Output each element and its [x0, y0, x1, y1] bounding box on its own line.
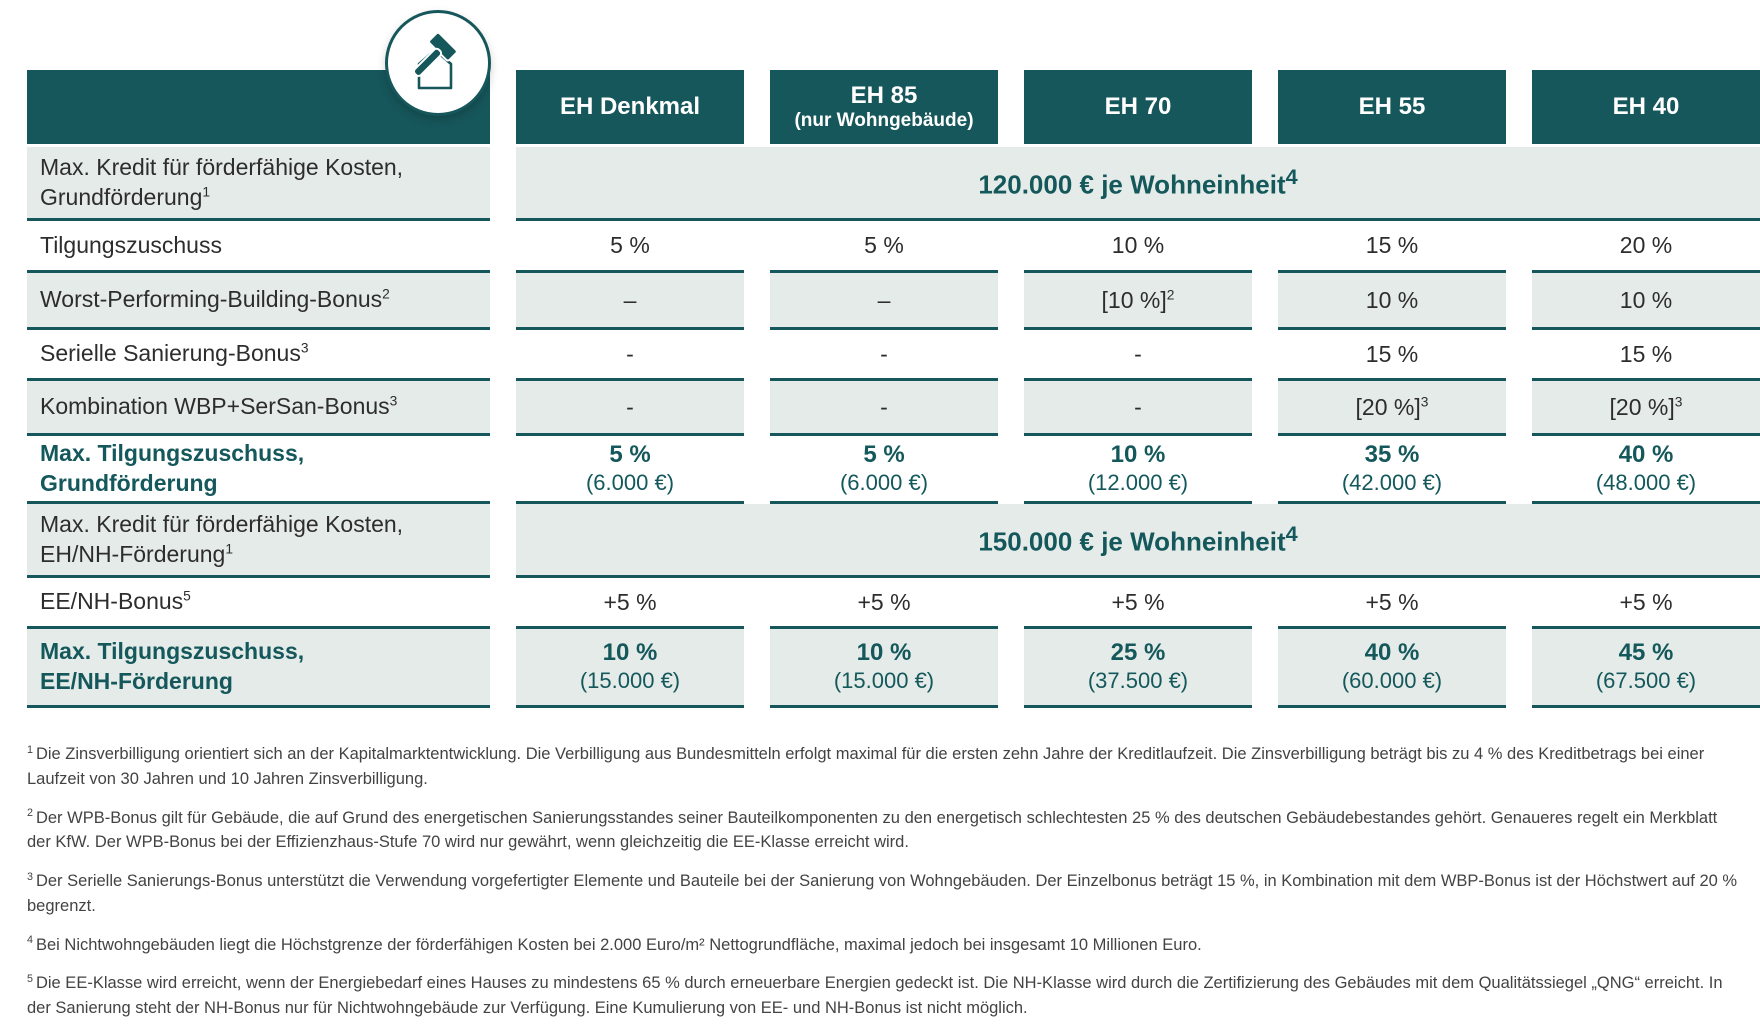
- value-cell: 35 % (42.000 €): [1278, 436, 1506, 504]
- value-cell: 25 % (37.500 €): [1024, 629, 1252, 708]
- table-row: [27, 221, 1760, 273]
- row-label: Max. Tilgungszuschuss, EE/NH-Förderung: [27, 629, 490, 708]
- table-row: [27, 381, 1760, 436]
- value-cell: -: [770, 330, 998, 381]
- footnote-5: $^5$ Die EE-Klasse wird erreicht, wenn der Energiebedarf eines Hauses zu mindestens 65 % durch erneuerbare Energien gedeckt ist. Die NH-Klasse wird durch die Zertifizierung des Gebäudes mit dem Qualitätssiegel „QNG“ erreicht. In der Sanierung steht der NH-Bonus nur für Nichtwohngebäude zur Verfügung. Eine Kumulierung von EE- und NH-Bonus ist nicht möglich.: [27, 972, 1723, 1017]
- value-cell: 40 % (60.000 €): [1278, 629, 1506, 708]
- value-cell: 10 %: [1024, 221, 1252, 273]
- table-row: [27, 504, 1760, 578]
- value-cell: 5 %: [516, 221, 744, 273]
- value-cell: +5 %: [1278, 578, 1506, 629]
- column-header-eh-70: EH 70: [1024, 70, 1252, 144]
- column-header-eh-85: EH 85 (nur Wohngebäude): [770, 70, 998, 144]
- value-cell: +5 %: [1532, 578, 1760, 629]
- value-cell: -: [516, 330, 744, 381]
- value-cell: -: [770, 381, 998, 436]
- value-cell: –: [516, 273, 744, 330]
- value-cell: 5 % (6.000 €): [516, 436, 744, 504]
- footnote-4: $^4$ Bei Nichtwohngebäuden liegt die Höchstgrenze der förderfähigen Kosten bei 2.000 Euro/m² Nettogrundfläche, maximal jedoch bei insgesamt 10 Millionen Euro.: [27, 934, 1202, 954]
- table-header-row: [27, 70, 1760, 144]
- value-cell: 10 %: [1532, 273, 1760, 330]
- value-cell: +5 %: [516, 578, 744, 629]
- value-cell: [20 %]$^3$: [1278, 381, 1506, 436]
- value-cell: 45 % (67.500 €): [1532, 629, 1760, 708]
- table-row: [27, 147, 1760, 221]
- value-cell: -: [516, 381, 744, 436]
- row-label: Worst-Performing-Building-Bonus$^2$: [27, 273, 490, 330]
- value-cell: +5 %: [770, 578, 998, 629]
- row-label: Max. Tilgungszuschuss, Grundförderung: [27, 436, 490, 504]
- funding-table: [27, 70, 1760, 708]
- row-label: Max. Kredit für förderfähige Kosten, Grundförderung$^1$: [27, 147, 490, 221]
- value-cell: -: [1024, 330, 1252, 381]
- table-row: [27, 629, 1760, 708]
- value-cell: 15 %: [1278, 221, 1506, 273]
- value-cell: 5 %: [770, 221, 998, 273]
- footnote-3: $^3$ Der Serielle Sanierungs-Bonus unterstützt die Verwendung vorgefertigter Elemente und Bauteile bei der Sanierung von Wohngebäuden. Der Einzelbonus beträgt 15 %, in Kombination mit dem WBP-Bonus ist der Höchstwert auf 20 % begrenzt.: [27, 870, 1738, 915]
- row-label: Kombination WBP+SerSan-Bonus$^3$: [27, 381, 490, 436]
- column-header-eh-55: EH 55: [1278, 70, 1506, 144]
- hammer-house-icon: [385, 10, 491, 116]
- value-cell: 20 %: [1532, 221, 1760, 273]
- value-cell: 10 % (15.000 €): [516, 629, 744, 708]
- footnote-1: $^1$ Die Zinsverbilligung orientiert sich an der Kapitalmarktentwicklung. Die Verbilligung aus Bundesmitteln erfolgt maximal für die ersten zehn Jahre der Kreditlaufzeit. Die Zinsverbilligung beträgt bis zu 4 % des Kreditbetrags bei einer Laufzeit von 30 Jahren und 10 Jahren Zinsverbilligung.: [27, 743, 1705, 788]
- footnote-2: $^2$ Der WPB-Bonus gilt für Gebäude, die auf Grund des energetischen Sanierungsstandes seiner Bauteilkomponenten zu den energetisch schlechtesten 25 % des deutschen Gebäudebestandes gehört. Genaueres regelt ein Merkblatt der KfW. Der WPB-Bonus bei der Effizienzhaus-Stufe 70 wird nur gewährt, wenn gleichzeitig die EE-Klasse erreicht wird.: [27, 807, 1718, 852]
- value-cell: +5 %: [1024, 578, 1252, 629]
- column-header-eh-40: EH 40: [1532, 70, 1760, 144]
- value-cell: 5 % (6.000 €): [770, 436, 998, 504]
- row-label: EE/NH-Bonus$^5$: [27, 578, 490, 629]
- row-label: Tilgungszuschuss: [27, 221, 490, 273]
- value-cell: 10 % (15.000 €): [770, 629, 998, 708]
- value-cell: –: [770, 273, 998, 330]
- row-label: Max. Kredit für förderfähige Kosten, EH/NH-Förderung$^1$: [27, 504, 490, 578]
- value-cell: 15 %: [1532, 330, 1760, 381]
- table-row: [27, 436, 1760, 504]
- value-cell: 15 %: [1278, 330, 1506, 381]
- footnotes: [27, 742, 1745, 1035]
- value-cell: -: [1024, 381, 1252, 436]
- value-cell: [10 %]$^2$: [1024, 273, 1252, 330]
- column-header-eh-denkmal: EH Denkmal: [516, 70, 744, 144]
- value-cell: [20 %]$^3$: [1532, 381, 1760, 436]
- row-label: Serielle Sanierung-Bonus$^3$: [27, 330, 490, 381]
- table-row: [27, 578, 1760, 629]
- table-row: [27, 330, 1760, 381]
- value-cell: 40 % (48.000 €): [1532, 436, 1760, 504]
- value-cell: 10 %: [1278, 273, 1506, 330]
- merged-value-cell: 120.000 € je Wohneinheit$^4$: [516, 147, 1760, 221]
- value-cell: 10 % (12.000 €): [1024, 436, 1252, 504]
- merged-value-cell: 150.000 € je Wohneinheit$^4$: [516, 504, 1760, 578]
- table-row: [27, 273, 1760, 330]
